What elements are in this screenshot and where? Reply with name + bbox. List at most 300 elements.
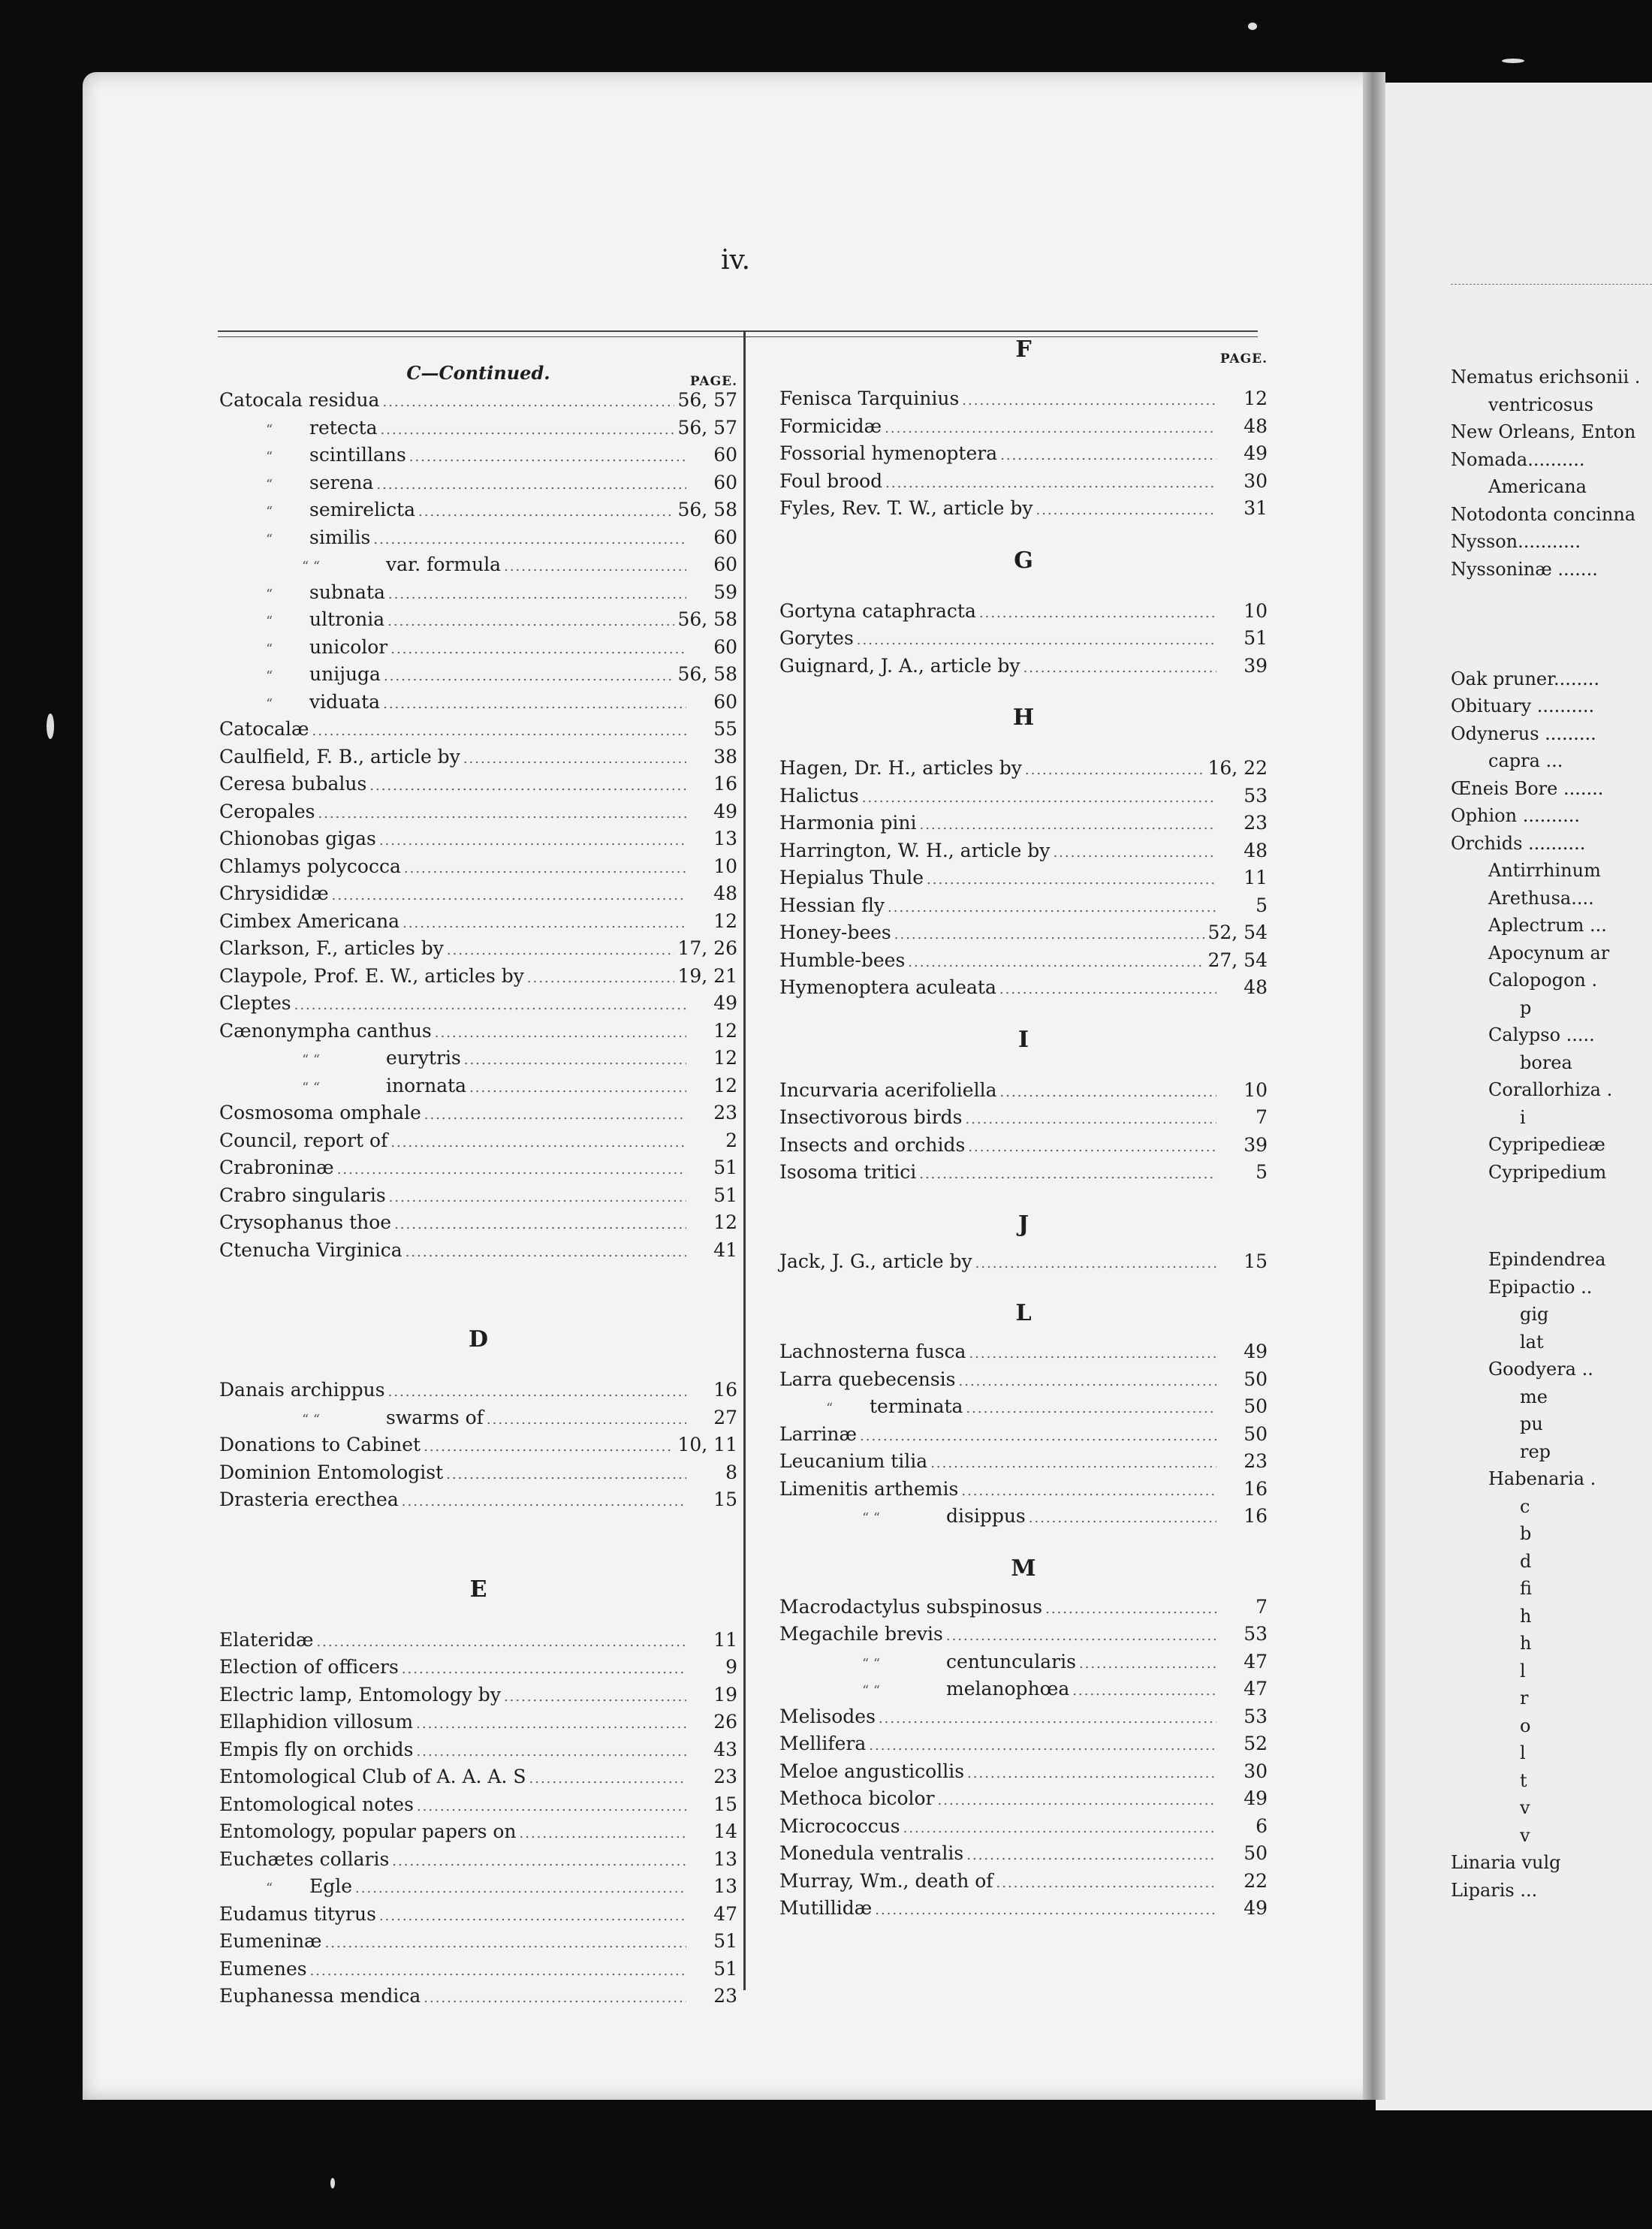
index-entry-label: “ “ swarms of xyxy=(302,1406,484,1428)
ditto-mark: “ xyxy=(266,641,273,657)
index-entry-page: 13 xyxy=(713,1875,737,1897)
index-entry-label: Limenitis arthemis xyxy=(779,1477,959,1500)
index-entry-page: 16 xyxy=(1244,1477,1268,1500)
index-entry-label: Eumeninæ xyxy=(219,1930,322,1952)
dot-leader xyxy=(879,1711,1216,1727)
right-page-entry: Antirrhinum xyxy=(1488,860,1601,881)
index-entry xyxy=(779,1423,1268,1451)
dot-leader xyxy=(417,1744,686,1760)
index-entry xyxy=(779,388,1268,415)
index-entry-label: Entomological Club of A. A. A. S xyxy=(219,1766,526,1787)
index-entry-label: Empis fly on orchids xyxy=(219,1738,414,1760)
index-entry-label: Ceresa bubalus xyxy=(219,773,367,795)
scan-speck xyxy=(1248,23,1257,30)
right-page-entry: Americana xyxy=(1488,476,1587,497)
dot-leader xyxy=(316,1634,686,1650)
right-page-entry: o xyxy=(1520,1715,1531,1736)
index-entry-label: Meloe angusticollis xyxy=(779,1760,965,1782)
index-entry-label: Macrodactylus subspinosus xyxy=(779,1595,1043,1618)
index-entry xyxy=(219,1047,737,1075)
index-entry-label: Hessian fly xyxy=(779,894,885,916)
column-divider xyxy=(743,330,746,1990)
index-entry-label: Lachnosterna fusca xyxy=(779,1341,966,1362)
index-entry-page: 23 xyxy=(1244,812,1268,834)
index-entry-page: 12 xyxy=(713,1047,737,1069)
index-entry-label: Dominion Entomologist xyxy=(219,1461,444,1483)
index-entry-label: Isosoma tritici xyxy=(779,1161,917,1183)
right-page-entry: Notodonta concinna xyxy=(1451,503,1636,525)
index-entry-page: 48 xyxy=(1244,976,1268,998)
index-list-g xyxy=(779,600,1268,683)
index-entry-label: “ ultronia xyxy=(266,608,385,630)
index-entry-page: 17, 26 xyxy=(677,937,737,959)
index-entry-label: “ retecta xyxy=(266,416,378,439)
right-page-entry: lat xyxy=(1520,1331,1544,1353)
index-entry xyxy=(219,472,737,499)
ditto-mark: “ xyxy=(266,531,273,547)
right-page-entry: Obituary .......... xyxy=(1451,695,1595,716)
index-entry xyxy=(779,921,1268,949)
index-entry xyxy=(779,415,1268,443)
dot-leader xyxy=(862,790,1216,806)
section-heading-m: M xyxy=(1011,1555,1036,1582)
index-entry-label: Methoca bicolor xyxy=(779,1787,935,1809)
index-entry xyxy=(219,1434,737,1461)
index-entry-label: Incurvaria acerifoliella xyxy=(779,1078,997,1101)
index-entry xyxy=(219,1461,737,1489)
right-page-entry: c xyxy=(1520,1495,1530,1517)
page-column-label: PAGE. xyxy=(1219,351,1268,366)
dot-leader xyxy=(384,668,675,684)
dot-leader xyxy=(1000,1084,1217,1100)
index-entry-label: “ “ var. formula xyxy=(302,553,502,575)
dot-leader xyxy=(424,1439,674,1455)
dot-leader xyxy=(930,1455,1216,1471)
index-entry xyxy=(219,1629,737,1657)
index-entry-label: Hymenoptera aculeata xyxy=(779,976,996,998)
index-entry-page: 12 xyxy=(713,909,737,932)
index-entry-label: Ctenucha Virginica xyxy=(219,1238,402,1261)
index-entry xyxy=(219,526,737,554)
index-entry-label: Cosmosoma omphale xyxy=(219,1102,421,1124)
index-entry-page: 9 xyxy=(725,1656,737,1678)
index-entry-label: Ceropales xyxy=(219,800,315,822)
index-entry xyxy=(219,1766,737,1793)
index-entry-label: Melisodes xyxy=(779,1705,876,1727)
right-page-entry: Linaria vulg xyxy=(1451,1852,1561,1873)
dot-leader xyxy=(529,1771,687,1787)
index-entry-page: 52 xyxy=(1244,1733,1268,1754)
index-entry-page: 53 xyxy=(1244,1623,1268,1645)
index-entry-page: 53 xyxy=(1244,1705,1268,1727)
dot-leader xyxy=(379,833,686,849)
ditto-mark: “ “ xyxy=(862,1655,881,1672)
dot-leader xyxy=(402,915,686,931)
dot-leader xyxy=(888,900,1216,915)
section-heading-e: E xyxy=(469,1576,487,1603)
index-entry xyxy=(219,1711,737,1739)
index-entry-label: Crysophanus thoe xyxy=(219,1211,392,1233)
dot-leader xyxy=(919,1166,1216,1182)
ditto-mark: “ xyxy=(266,695,273,712)
index-entry-page: 47 xyxy=(713,1902,737,1925)
dot-leader xyxy=(968,1139,1216,1155)
right-page-entry: Oak pruner........ xyxy=(1451,668,1599,689)
ditto-mark: “ xyxy=(266,614,273,629)
index-entry xyxy=(219,1903,737,1931)
index-entry xyxy=(779,1760,1268,1788)
dot-leader xyxy=(946,1628,1216,1644)
index-entry-page: 50 xyxy=(1244,1842,1268,1864)
ditto-mark: “ “ xyxy=(302,559,321,575)
dot-leader xyxy=(463,751,686,767)
index-entry xyxy=(779,1842,1268,1870)
section-heading-d: D xyxy=(468,1326,488,1353)
index-entry xyxy=(219,1985,737,2013)
index-entry xyxy=(219,1130,737,1157)
index-entry-page: 10 xyxy=(1244,1078,1268,1101)
index-entry-label: “ “ inornata xyxy=(302,1074,467,1096)
ditto-mark: “ xyxy=(266,1881,273,1896)
dot-leader xyxy=(1025,762,1205,778)
dot-leader xyxy=(387,614,674,629)
index-entry-label: Mellifera xyxy=(779,1733,867,1754)
index-entry xyxy=(219,1820,737,1848)
index-entry-label: Euphanessa mendica xyxy=(219,1985,421,2007)
right-page-entry: t xyxy=(1520,1769,1527,1791)
index-entry-label: Clarkson, F., articles by xyxy=(219,937,444,959)
index-entry xyxy=(779,497,1268,525)
right-page-entry: Aplectrum ... xyxy=(1488,915,1607,936)
right-page-entry: l xyxy=(1520,1742,1526,1763)
right-page-entry: v xyxy=(1520,1824,1530,1846)
index-entry xyxy=(779,1250,1268,1278)
ditto-mark: “ xyxy=(266,476,273,493)
index-entry xyxy=(219,1875,737,1903)
index-entry xyxy=(779,1706,1268,1733)
dot-leader xyxy=(373,532,686,547)
dot-leader xyxy=(885,421,1216,436)
index-entry xyxy=(219,1958,737,1986)
index-entry-page: 16 xyxy=(713,1379,737,1401)
right-page-entry: Nomada.......... xyxy=(1451,448,1585,470)
dot-leader xyxy=(389,1190,686,1205)
index-entry-page: 48 xyxy=(713,882,737,904)
ditto-mark: “ xyxy=(266,504,273,520)
index-entry-page: 11 xyxy=(1244,867,1268,888)
right-page-entry: fi xyxy=(1520,1578,1533,1599)
index-entry-page: 51 xyxy=(713,1957,737,1980)
right-page-entry: ventricosus xyxy=(1488,394,1593,415)
index-entry-page: 60 xyxy=(713,526,737,548)
index-entry-page: 27, 54 xyxy=(1207,949,1268,971)
index-entry xyxy=(219,1656,737,1684)
dot-leader xyxy=(388,587,686,602)
dot-leader xyxy=(416,1716,686,1732)
dot-leader xyxy=(1079,1656,1216,1672)
right-page-entry: i xyxy=(1520,1106,1526,1128)
index-entry-label: Gortyna cataphracta xyxy=(779,599,976,622)
index-entry-page: 5 xyxy=(1256,894,1268,916)
index-list-h xyxy=(779,757,1268,1004)
index-entry xyxy=(779,1897,1268,1925)
index-entry-label: Mutillidæ xyxy=(779,1897,873,1919)
index-entry xyxy=(779,1787,1268,1815)
index-entry-page: 43 xyxy=(713,1738,737,1760)
index-entry xyxy=(779,1678,1268,1706)
index-entry-page: 60 xyxy=(713,471,737,493)
index-entry xyxy=(779,785,1268,813)
dot-leader xyxy=(965,1111,1216,1127)
index-entry-page: 27 xyxy=(713,1406,737,1428)
dot-leader xyxy=(860,1428,1216,1444)
dot-leader xyxy=(1000,448,1216,463)
index-entry-label: Crabro singularis xyxy=(219,1184,386,1206)
right-page-entry: Apocynum ar xyxy=(1488,942,1610,964)
section-heading-i: I xyxy=(1017,1026,1029,1053)
dot-leader xyxy=(424,1107,686,1123)
index-entry-label: Electric lamp, Entomology by xyxy=(219,1683,501,1706)
right-page-entry: rep xyxy=(1520,1440,1551,1462)
scan-speck xyxy=(47,713,54,739)
ditto-mark: “ xyxy=(826,1401,834,1416)
dot-leader xyxy=(390,1135,686,1151)
index-entry xyxy=(779,470,1268,498)
index-entry xyxy=(219,992,737,1020)
index-entry-page: 7 xyxy=(1256,1595,1268,1618)
index-entry-page: 51 xyxy=(713,1184,737,1206)
index-entry-label: Murray, Wm., death of xyxy=(779,1869,993,1892)
dot-leader xyxy=(504,559,686,575)
index-entry-page: 16 xyxy=(1244,1505,1268,1527)
index-entry xyxy=(219,444,737,472)
index-entry-label: Entomological notes xyxy=(219,1793,414,1815)
index-entry xyxy=(219,417,737,445)
index-entry-page: 10, 11 xyxy=(677,1434,737,1455)
dot-leader xyxy=(379,1908,686,1924)
index-entry-page: 60 xyxy=(713,444,737,466)
dot-leader xyxy=(464,1052,686,1068)
index-entry-label: Harmonia pini xyxy=(779,812,917,834)
index-entry xyxy=(219,801,737,828)
index-entry-page: 60 xyxy=(713,553,737,575)
section-heading-l: L xyxy=(1015,1300,1032,1326)
right-page-entry: Corallorhiza . xyxy=(1488,1079,1613,1100)
index-entry-page: 50 xyxy=(1244,1368,1268,1390)
index-entry-label: Halictus xyxy=(779,784,859,807)
ditto-mark: “ “ xyxy=(862,1683,881,1699)
index-entry-page: 11 xyxy=(713,1628,737,1651)
right-page-index-column xyxy=(1451,366,1652,1907)
index-entry-page: 16 xyxy=(713,773,737,795)
dot-leader xyxy=(967,1766,1216,1781)
index-entry xyxy=(779,1870,1268,1898)
dot-leader xyxy=(961,1483,1216,1499)
right-page-entry: Calypso ..... xyxy=(1488,1024,1595,1045)
dot-leader xyxy=(447,943,675,958)
dot-leader xyxy=(402,1494,686,1510)
dot-leader xyxy=(376,477,686,493)
index-entry-label: Formicidæ xyxy=(779,415,882,437)
right-page-entry xyxy=(1451,614,1652,641)
index-entry-page: 49 xyxy=(713,992,737,1014)
index-entry-page: 56, 57 xyxy=(677,416,737,439)
dot-leader xyxy=(504,1689,686,1705)
index-entry-page: 22 xyxy=(1244,1869,1268,1892)
index-entry-page: 12 xyxy=(1244,388,1268,409)
index-entry-label: “ “ centuncularis xyxy=(862,1650,1076,1673)
index-entry-page: 39 xyxy=(1244,1133,1268,1156)
index-entry xyxy=(219,636,737,664)
index-entry-label: “ unicolor xyxy=(266,635,388,658)
dot-leader xyxy=(938,1793,1217,1808)
scan-speck xyxy=(1502,59,1524,63)
index-entry-label: Catocala residua xyxy=(219,389,380,411)
right-page-entry xyxy=(1451,586,1652,614)
index-entry xyxy=(779,1079,1268,1107)
index-entry xyxy=(779,1368,1268,1396)
index-entry-label: Claypole, Prof. E. W., articles by xyxy=(219,964,524,987)
index-entry-page: 23 xyxy=(713,1766,737,1787)
index-entry xyxy=(219,1020,737,1048)
right-page-entry: h xyxy=(1520,1633,1532,1654)
dot-leader xyxy=(312,723,686,739)
index-entry-page: 53 xyxy=(1244,784,1268,807)
index-entry xyxy=(779,812,1268,840)
right-page-entry: New Orleans, Enton xyxy=(1451,421,1636,442)
index-entry-page: 47 xyxy=(1244,1650,1268,1673)
index-entry xyxy=(219,1489,737,1516)
index-entry-label: Fenisca Tarquinius xyxy=(779,388,960,409)
index-entry xyxy=(779,442,1268,470)
index-entry-label: “ “ melanophœa xyxy=(862,1678,1070,1700)
index-entry-page: 12 xyxy=(713,1211,737,1233)
index-entry-label: Megachile brevis xyxy=(779,1623,943,1645)
index-entry-label: Cimbex Americana xyxy=(219,909,400,932)
index-entry xyxy=(219,1102,737,1130)
index-entry xyxy=(219,663,737,691)
index-entry-label: Crabroninæ xyxy=(219,1157,334,1178)
index-entry xyxy=(219,1184,737,1212)
right-page-entry: h xyxy=(1520,1605,1532,1627)
right-page-entry: Epipactio .. xyxy=(1488,1276,1593,1298)
index-entry-label: Caulfield, F. B., article by xyxy=(219,745,460,768)
dot-leader xyxy=(388,1384,686,1400)
right-page-entry: b xyxy=(1520,1523,1532,1544)
index-entry-label: Council, report of xyxy=(219,1129,388,1151)
dot-leader xyxy=(869,1738,1216,1754)
section-heading-j: J xyxy=(1017,1211,1029,1238)
index-entry xyxy=(219,389,737,417)
index-entry xyxy=(219,773,737,801)
right-page-entry: Calopogon . xyxy=(1488,970,1598,991)
ditto-mark: “ xyxy=(266,421,273,438)
right-page-entry: Arethusa.... xyxy=(1488,887,1594,909)
right-page-entry: Orchids .......... xyxy=(1451,832,1586,854)
section-heading-h: H xyxy=(1012,704,1035,731)
index-entry-label: Chlamys polycocca xyxy=(219,855,401,877)
dot-leader xyxy=(417,1799,686,1814)
dot-leader xyxy=(966,1847,1216,1863)
index-column-right xyxy=(779,336,1268,1925)
index-entry xyxy=(219,691,737,719)
index-entry-page: 51 xyxy=(713,1930,737,1952)
index-entry-page: 19 xyxy=(713,1683,737,1706)
dot-leader xyxy=(1072,1683,1216,1699)
index-entry-page: 56, 58 xyxy=(677,608,737,630)
index-list-d xyxy=(219,1379,737,1516)
index-entry-page: 51 xyxy=(713,1157,737,1178)
index-entry-label: “ scintillans xyxy=(266,444,406,466)
index-entry-label: Entomology, popular papers on xyxy=(219,1820,517,1842)
index-entry xyxy=(219,1848,737,1876)
index-entry-label: “ subnata xyxy=(266,581,385,603)
right-page-entry: l xyxy=(1520,1660,1526,1682)
dot-leader xyxy=(310,1963,686,1979)
dot-leader xyxy=(1036,502,1216,518)
index-entry-page: 48 xyxy=(1244,839,1268,861)
right-page-entry: v xyxy=(1520,1797,1530,1818)
index-entry xyxy=(779,1505,1268,1533)
index-column-left xyxy=(219,359,737,2013)
index-entry-page: 59 xyxy=(713,581,737,603)
dot-leader xyxy=(903,1820,1216,1836)
dot-leader xyxy=(908,955,1204,970)
dot-leader xyxy=(409,449,686,465)
right-page-entry: Cypripedium xyxy=(1488,1161,1607,1183)
dot-leader xyxy=(487,1412,686,1428)
index-entry-page: 7 xyxy=(1256,1106,1268,1128)
index-entry xyxy=(779,1161,1268,1189)
index-entry-label: Euchætes collaris xyxy=(219,1847,390,1870)
index-entry xyxy=(219,1379,737,1407)
dot-leader xyxy=(369,778,686,794)
index-entry-label: “ “ eurytris xyxy=(302,1047,461,1069)
index-entry-label: Fyles, Rev. T. W., article by xyxy=(779,497,1033,519)
page-number: iv. xyxy=(721,245,751,276)
index-entry-label: “ unijuga xyxy=(266,663,381,685)
index-entry-label: “ viduata xyxy=(266,690,381,713)
dot-leader xyxy=(390,641,686,657)
index-entry-page: 48 xyxy=(1244,415,1268,437)
section-heading-c-continued: C—Continued. PAGE. xyxy=(406,362,737,389)
index-entry xyxy=(219,499,737,526)
dot-leader xyxy=(927,872,1216,888)
dot-leader xyxy=(527,970,675,986)
index-entry-page: 55 xyxy=(713,718,737,740)
dot-leader xyxy=(402,1661,686,1677)
ditto-mark: “ xyxy=(266,586,273,602)
dot-leader xyxy=(325,1935,686,1951)
index-entry-label: Larrinæ xyxy=(779,1422,858,1445)
right-page-entry: Epindendrea xyxy=(1488,1249,1606,1270)
index-entry-label: Honey-bees xyxy=(779,921,891,943)
index-entry-label: Eumenes xyxy=(219,1957,307,1980)
index-entry xyxy=(219,855,737,883)
index-entry-page: 41 xyxy=(713,1238,737,1261)
right-page-entry: Goodyera .. xyxy=(1488,1359,1593,1380)
right-page-entry: p xyxy=(1520,997,1532,1018)
ditto-mark: “ “ xyxy=(862,1510,881,1526)
index-entry-page: 49 xyxy=(1244,1787,1268,1809)
index-entry-page: 60 xyxy=(713,690,737,713)
index-entry-label: Donations to Cabinet xyxy=(219,1434,421,1455)
dot-leader xyxy=(1023,660,1216,676)
index-list-j xyxy=(779,1250,1268,1278)
index-entry xyxy=(779,1815,1268,1843)
index-entry-page: 52, 54 xyxy=(1207,921,1268,943)
index-entry xyxy=(219,1075,737,1102)
